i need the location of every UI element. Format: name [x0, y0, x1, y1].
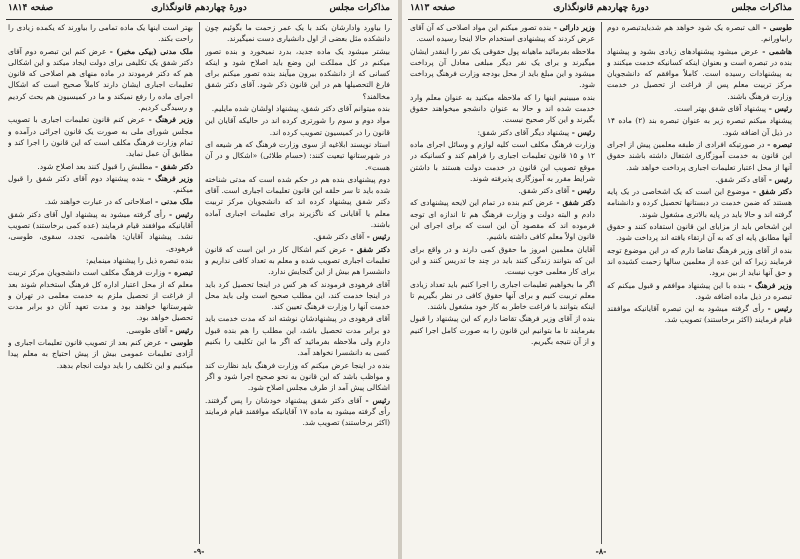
paragraph: رئیس - آقای دکتر شفق.: [518, 186, 595, 196]
paragraph: رئیس - پیشنهاد آقای شفق بهتر است.: [673, 104, 792, 114]
paragraph: رئیس - رأی گرفته میشود به این تبصره آقایانیکه موافقند قیام فرمایند (اکثر برخاستند) تصویب شد.: [607, 304, 792, 325]
speaker-name: دکتر شفق -: [553, 198, 595, 208]
left-header-page: صفحه ۱۸۱۴: [8, 3, 54, 13]
left-inner-column: [205, 22, 390, 544]
paragraph: طوسی - عرض کنم بعد از تصویب قانون تعلیمات اجباری و آزادی تعلیمات عمومی بیش از پیش احتیاج به معلم پیدا میکنیم و این تکلیف را باید دولت انجام بدهد.: [8, 338, 193, 370]
paragraph: بنده تبصره ذیل را پیشنهاد مینمایم:: [85, 255, 193, 265]
paragraph: دکتر شفق - مطلبش را قبول کنند بعد اصلاح شود.: [37, 161, 193, 171]
right-header-center: دورهٔ چهاردهم قانونگذاری: [553, 3, 649, 13]
right-header-page: صفحه ۱۸۱۳: [410, 3, 456, 13]
left-column-divider: [199, 22, 200, 544]
paragraph: رئیس - رأی گرفته میشود به پیشنهاد اول آقای دکتر شفق آقایانیکه موافقند قیام فرمایند (عده کمی برخاستند) تصویب نشد. پیشنهاد آقایان: هاشمی، تجدد، سقوی، طوسی، فرهودی.: [8, 209, 193, 253]
speaker-name: دکتر شفق -: [749, 187, 792, 197]
left-header-rule: [6, 19, 392, 20]
paragraph: رئیس - آقای دکتر شفق پیشنهاد خودشان را پس گرفتند. رأی گرفته میشود به ماده ۱۷ آقایانیکه موافقند قیام فرمایند (اکثر برخاستند) تصویب شد.: [205, 395, 390, 428]
paragraph: استاد نویسند ابلاغیه از سوی وزارت فرهنگ که هر شیعه ای در شهرستانها تبعیت کنند: (حسام طلائی) «اشکال و در آن هست».: [205, 139, 390, 172]
paragraph: پیشنهاد میکنم تبصره زیر به عنوان تبصره بند (۲) ماده ۱۴ در ذیل آن اضافه شود.: [607, 116, 792, 137]
paragraph: وزیر فرهنگ - بنده پیشنهاد دوم آقای دکتر شفق را قبول میکنم.: [8, 173, 193, 195]
paragraph: دکتر شفق - موضوع این است که یک اشخاصی در یک پایه هستند که ضمن خدمت در دبستانها تحصیل کرده و دانشنامه گرفته اند و حالا باید در پایه بالاتری مشغول شوند.: [607, 187, 792, 219]
paragraph: دوم پیشنهادی بنده هم در حکم شده است که مدتی شناخته شده باید تا سر حلقه این قانون تعلیمات اجباری است. آقای دکتر شفق پیشنهاد کرده اند که دانشجویان مرکز تربیت معلم یا آقایانی که ناگزیرند برای تعلیمات اجباری آماده باشند.: [205, 174, 390, 230]
paragraph: را بیاورد وادارشان بکند با یک عمر زحمت ما بگوئیم چون دانشکده مثل بعضی از اول دانشیاری دست نمیگیرند.: [205, 23, 390, 44]
speaker-name: رئیس -: [165, 209, 193, 219]
speaker-name: رئیس -: [167, 325, 193, 335]
paragraph: ملک مدنی - اصلاحاتی که در عبارت خواهند شد.: [44, 197, 193, 207]
speaker-name: هاشمی -: [758, 46, 792, 56]
paragraph: بنده در اینجا عرض میکنم که وزارت فرهنگ باید نظارت کند و مواظب باشد که این قانون به نحو صحیح اجرا شود و اگر اشکالی پیش آمد از طرف مجلس اصلاح شود.: [205, 360, 390, 393]
right-outer-column: [607, 22, 792, 544]
left-page-header: [8, 3, 390, 17]
paragraph: تبصره - در صورتیکه افرادی از طبقه معلمین پیش از اجرای این قانون به خدمت آموزگاری اشتغال داشته باشند حقوق آنها از محل اعتبار تعلیمات اجباری پرداخت خواهد شد.: [607, 139, 792, 172]
left-page-number: -۹-: [193, 546, 205, 556]
right-header-rule: [408, 19, 794, 20]
speaker-name: طوسی -: [161, 338, 193, 348]
paragraph: آقای فرهودی در پیشنهادشان نوشته اند که مدت خدمت باید دو برابر مدت تحصیل باشد، این مطلب را هم بنده قبول دارم ولی ملاحظه بفرمائید که اگر ما این تکلیف را بکنیم کسی به دانشسرا نخواهد آمد.: [205, 314, 390, 358]
paragraph: دکتر شفق - عرض کنم بنده در تمام این لایحه پیشنهادی که دادم و البته دولت و وزارت فرهنگ هم تا اندازه ای توجه فرموده اند که مقصود آن این است که برای اجرای این قانون اولاً معلم کافی داشته باشیم.: [410, 198, 595, 242]
speaker-name: وزیر فرهنگ -: [145, 115, 193, 125]
speaker-name: تبصره -: [165, 268, 193, 278]
speaker-name: وزیر فرهنگ -: [144, 173, 193, 183]
paragraph: هاشمی - عرض میشود پیشنهادهای زیادی بشود و پیشنهاد بنده در تبصره است و بعنوان اینکه کسانیکه خدمت میکنند و به پیشنهادات رسیده است. کاملاً موافقم که دانشجویان مرکز تربیت معلم پس از فراغت از تحصیل در خدمت وزارت فرهنگ باشند.: [607, 46, 792, 101]
speaker-name: دکتر شفق -: [152, 161, 193, 171]
paragraph: بیشتر میشود یک ماده جدید، بدرد نمیخورد و بنده تصور میکنم در کل مملکت این وضع باید اصلاح شود و اینکه کسانی که از دانشکده بیرون میآیند بنده تصور میکنم برای فارغ التحصیلها هم در این قانون ذکر شود. آقای دکتر شفق مخالفند؟: [205, 46, 390, 101]
paragraph: وزیر فرهنگ - بنده با این پیشنهاد موافقم و قبول میکنم که تبصره در ذیل ماده اضافه شود.: [607, 280, 792, 301]
paragraph: رئیس - آقای دکتر شفق.: [313, 232, 390, 242]
right-page-header: [410, 3, 792, 17]
left-header-title: مذاکرات مجلس: [329, 3, 390, 13]
paragraph: وزیر دارائی - بنده تصور میکنم این مواد اصلاحی که آن آقای عرض کردند که پیشنهادی استخدام حالا اینجا رسیده است.: [410, 23, 595, 44]
right-header-title: مذاکرات مجلس: [731, 3, 792, 13]
paragraph: آقای فرهودی فرمودند که هر کس در اینجا تحصیل کرد باید در اینجا خدمت کند، این مطلب صحیح است ولی باید محل خدمت آنها را وزارت فرهنگ تعیین کند.: [205, 279, 390, 312]
speaker-name: رئیس -: [766, 174, 792, 184]
speaker-name: وزیر فرهنگ -: [745, 280, 792, 290]
speaker-name: رئیس -: [361, 395, 390, 405]
paragraph: مواد دوم و سوم را شورتری کرده اند در حالیکه آقایان این قانون را در کمیسیون تصویب کرده اند.: [205, 116, 390, 137]
paragraph: ملاحظه بفرمائید ماهیانه پول حقوقی یک نفر را اینقدر ایشان میگیرند و برای یک نفر دیگر مبلغی معادل آن پرداخت میشود و این مبلغ باید از محل بودجه وزارت فرهنگ پرداخت شود.: [410, 46, 595, 90]
left-header-center: دورهٔ چهاردهم قانونگذاری: [151, 3, 247, 13]
left-page: [0, 0, 398, 559]
paragraph: بنده از آقای وزیر فرهنگ تقاضا دارم که این پیشنهاد را قبول بفرمایند تا ما بتوانیم این قانون را به صورت کامل اجرا کنیم و از آن نتیجه بگیریم.: [410, 314, 595, 347]
paragraph: اگر ما بخواهیم تعلیمات اجباری را اجرا کنیم باید تعداد زیادی معلم تربیت کنیم و برای آنها حقوق کافی در نظر بگیریم تا اینکه بتوانند با فراغت خاطر به کار خود مشغول باشند.: [410, 279, 595, 312]
speaker-name: ملک مدنی (بیکی مخبر) -: [106, 46, 193, 56]
speaker-name: تبصره -: [764, 139, 792, 149]
right-page: [402, 0, 800, 559]
paragraph: رئیس - آقای طوسی.: [126, 325, 193, 335]
speaker-name: رئیس -: [569, 186, 595, 196]
paragraph: بهتر است اینها یک ماده تمامی را بیاورند که یکمده زیادی را راحت بکند.: [8, 23, 193, 44]
speaker-name: طوسی -: [760, 23, 792, 32]
paragraph: دکتر شفق - عرض کنم اشکال کار در این است که قانون تعلیمات اجباری تصویب شده و معلم به تعداد کافی نداریم و دانشسرا هم بیش از این گنجایش ندارد.: [205, 244, 390, 277]
paragraph: وزارت فرهنگ مکلف است کلیه لوازم و وسائل اجرای ماده ۱۲ و ۱۵ قانون تعلیمات اجباری را فراهم کند و کسانیکه در موقع تصویب این قانون در خدمت دولت هستند با داشتن شرایط مقرر به آموزگاری پذیرفته شوند.: [410, 139, 595, 183]
paragraph: رئیس - پیشنهاد دیگر آقای دکتر شفق:: [477, 127, 595, 137]
speaker-name: رئیس -: [364, 232, 390, 242]
left-outer-column: [8, 22, 193, 544]
paragraph: طوسی - الف تبصره یک شود خواهد هم شدبایدتبصره دوم رابیاورانم.: [607, 23, 792, 44]
paragraph: وزیر فرهنگ - عرض کنم قانون تعلیمات اجباری با تصویب مجلس شورای ملی به صورت یک قانون اجرائی درآمده و تمام وزارت فرهنگ مکلف است که این قانون را اجرا کند و مطابق آن عمل نماید.: [8, 115, 193, 159]
paragraph: ملک مدنی (بیکی مخبر) - عرض کنم این تبصره دوم آقای دکتر شفق یک تکلیفی برای دولت ایجاد میکند و این اشکالی هم که دکتر فرمودند در ماده منهای هم اصلاحی که قانون تعلیمات اجباری ایشان دارند کاملاً صحیح است که اشکال اجرای ماده را رفع نمیکند و ما در کمیسیون هم بحث کردیم و رسیدگی کردیم.: [8, 46, 193, 113]
paragraph: رئیس - آقای دکتر شفق.: [715, 174, 792, 184]
speaker-name: دکتر شفق -: [346, 244, 390, 254]
speaker-name: ملک مدنی -: [152, 197, 193, 207]
paragraph: آقایان معلمین امروز ما حقوق کمی دارند و در واقع برای این که بتوانند زندگی کنند باید در چند جا تدریس کنند و این برای کار معلمی خوب نیست.: [410, 244, 595, 277]
paragraph: بنده از آقای وزیر فرهنگ تقاضا دارم که در این موضوع توجه فرمایند زیرا که این عده از معلمین سالها زحمت کشیده اند و حق آنها نباید از بین برود.: [607, 245, 792, 278]
paragraph: بنده میبینیم اینها را که ملاحظه میکنید به عنوان معلم وارد خدمت شده اند و حالا به عنوان دانشجو میخواهند حقوق بگیرند و این کار صحیح نیست.: [410, 92, 595, 125]
speaker-name: رئیس -: [766, 104, 792, 114]
paragraph: تبصره - وزارت فرهنگ مکلف است دانشجویان مرکز تربیت معلم که از محل اعتبار اداره کل فرهنگ استخدام شوند بعد از فراغت از تحصیل ملزم به خدمت معلمی در تهران و شهرستانها خواهند بود و مدت تعهد آنان دو برابر مدت تحصیل خواهد بود.: [8, 268, 193, 323]
right-page-number: -۸-: [595, 546, 607, 556]
right-inner-column: [410, 22, 595, 544]
speaker-name: وزیر دارائی -: [551, 23, 595, 32]
speaker-name: رئیس -: [569, 127, 595, 137]
speaker-name: رئیس -: [763, 304, 792, 314]
paragraph: این اشخاص باید از مزایای این قانون استفاده کنند و حقوق آنها مطابق پایه ای که به آن ارتقاء یافته اند پرداخت شود.: [607, 222, 792, 243]
paragraph: بنده میتوانم آقای دکتر شفق، پیشنهاد اولشان شده مایلیم.: [211, 104, 390, 114]
right-column-divider: [601, 22, 602, 544]
